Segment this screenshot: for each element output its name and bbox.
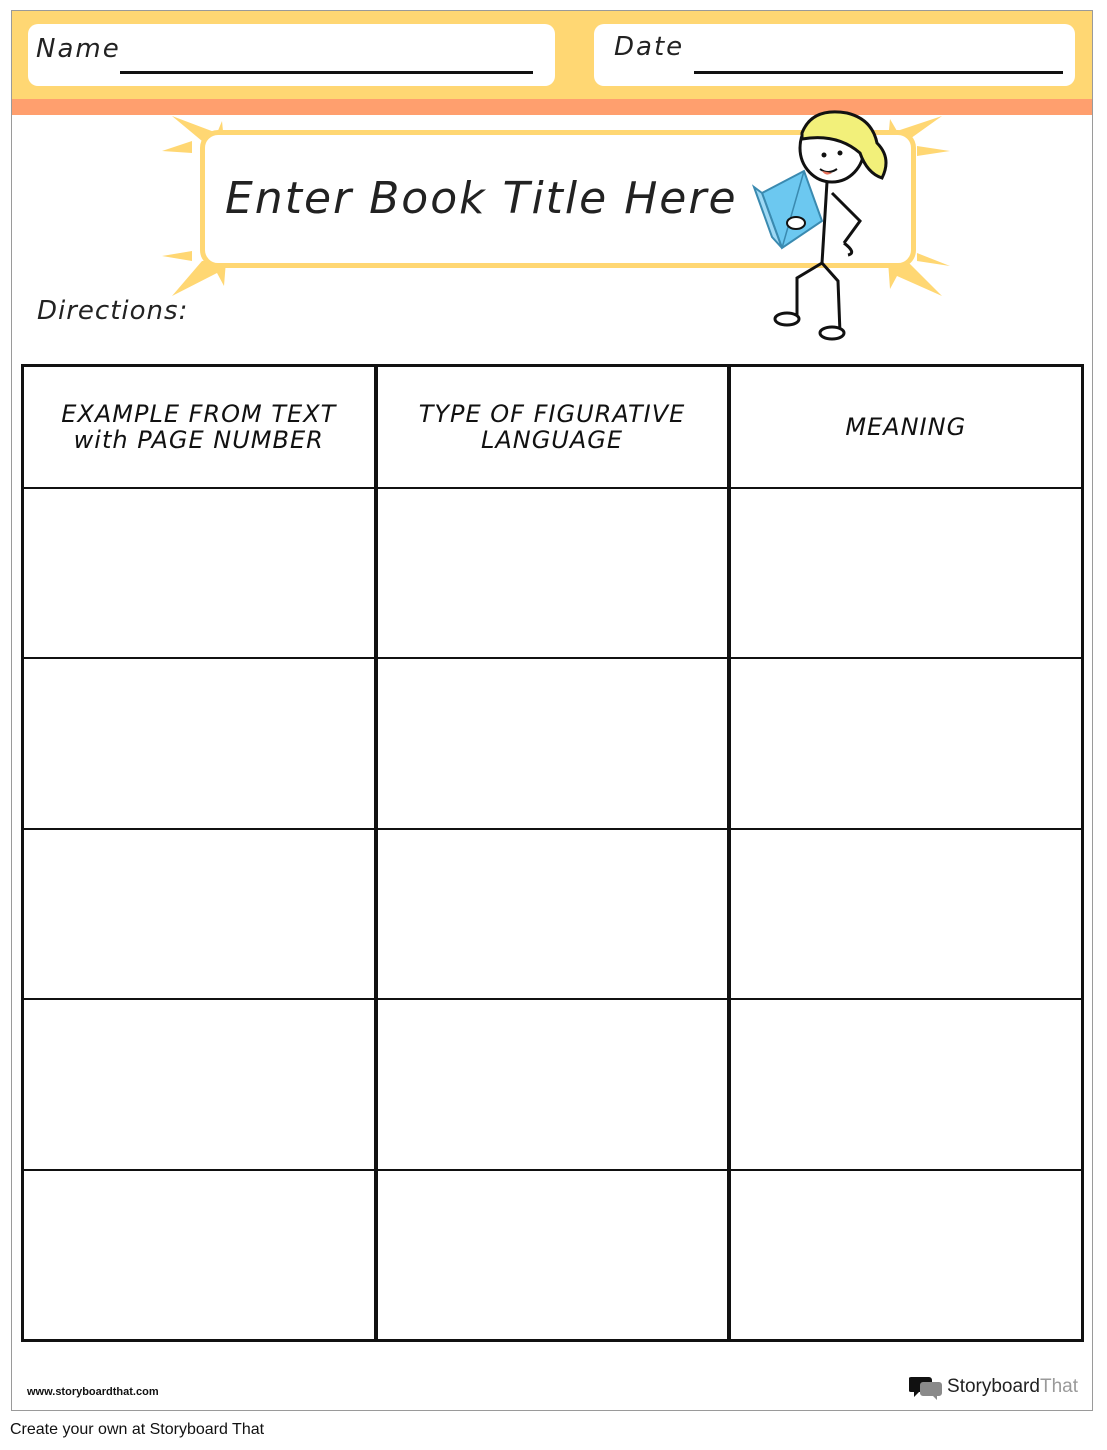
table-cell-type[interactable] [376,488,729,658]
name-field[interactable] [28,24,555,86]
table-cell-example[interactable] [23,999,376,1169]
table-row [23,488,1083,658]
date-line [694,71,1063,74]
storyboardthat-logo[interactable] [909,1373,1078,1401]
name-label: Name [36,34,121,64]
brand-name-main: Storyboard [947,1376,1040,1397]
brand-name [947,1376,1078,1398]
table-cell-type[interactable] [376,999,729,1169]
table-cell-meaning[interactable] [729,829,1083,999]
table-cell-type[interactable] [376,829,729,999]
stick-figure-reading-book-icon [742,103,902,343]
name-line [120,71,533,74]
table-cell-example[interactable] [23,658,376,828]
column-header-meaning-label: MEANING [845,413,967,441]
date-label: Date [614,32,685,62]
brand-name-accent: That [1039,1376,1078,1397]
directions-label: Directions: [37,296,189,326]
table-cell-type[interactable] [376,658,729,828]
table-cell-meaning[interactable] [729,488,1083,658]
column-header-type [376,366,729,489]
table-cell-example[interactable] [23,488,376,658]
table-row [23,829,1083,999]
figurative-language-table [21,364,1084,1342]
table-row [23,1170,1083,1341]
table-body [23,488,1083,1341]
column-header-example-line2: with PAGE NUMBER [73,426,324,454]
create-your-own-caption[interactable]: Create your own at Storyboard That [10,1421,265,1438]
footer-url[interactable]: www.storyboardthat.com [27,1386,159,1398]
column-header-meaning [729,366,1083,489]
column-header-example-line1: EXAMPLE FROM TEXT [61,400,337,428]
date-field[interactable] [594,24,1075,86]
column-header-type-line2: LANGUAGE [480,426,624,454]
table-cell-example[interactable] [23,829,376,999]
column-header-type-line1: TYPE OF FIGURATIVE [418,400,686,428]
table-row [23,658,1083,828]
table-cell-meaning[interactable] [729,1170,1083,1341]
worksheet [11,10,1093,1411]
table-cell-meaning[interactable] [729,658,1083,828]
table-header-row [23,366,1083,489]
table-cell-type[interactable] [376,1170,729,1341]
table-cell-meaning[interactable] [729,999,1083,1169]
column-header-example [23,366,376,489]
table-row [23,999,1083,1169]
book-title: Enter Book Title Here [225,173,738,224]
speech-bubbles-icon [909,1374,943,1400]
table-cell-example[interactable] [23,1170,376,1341]
